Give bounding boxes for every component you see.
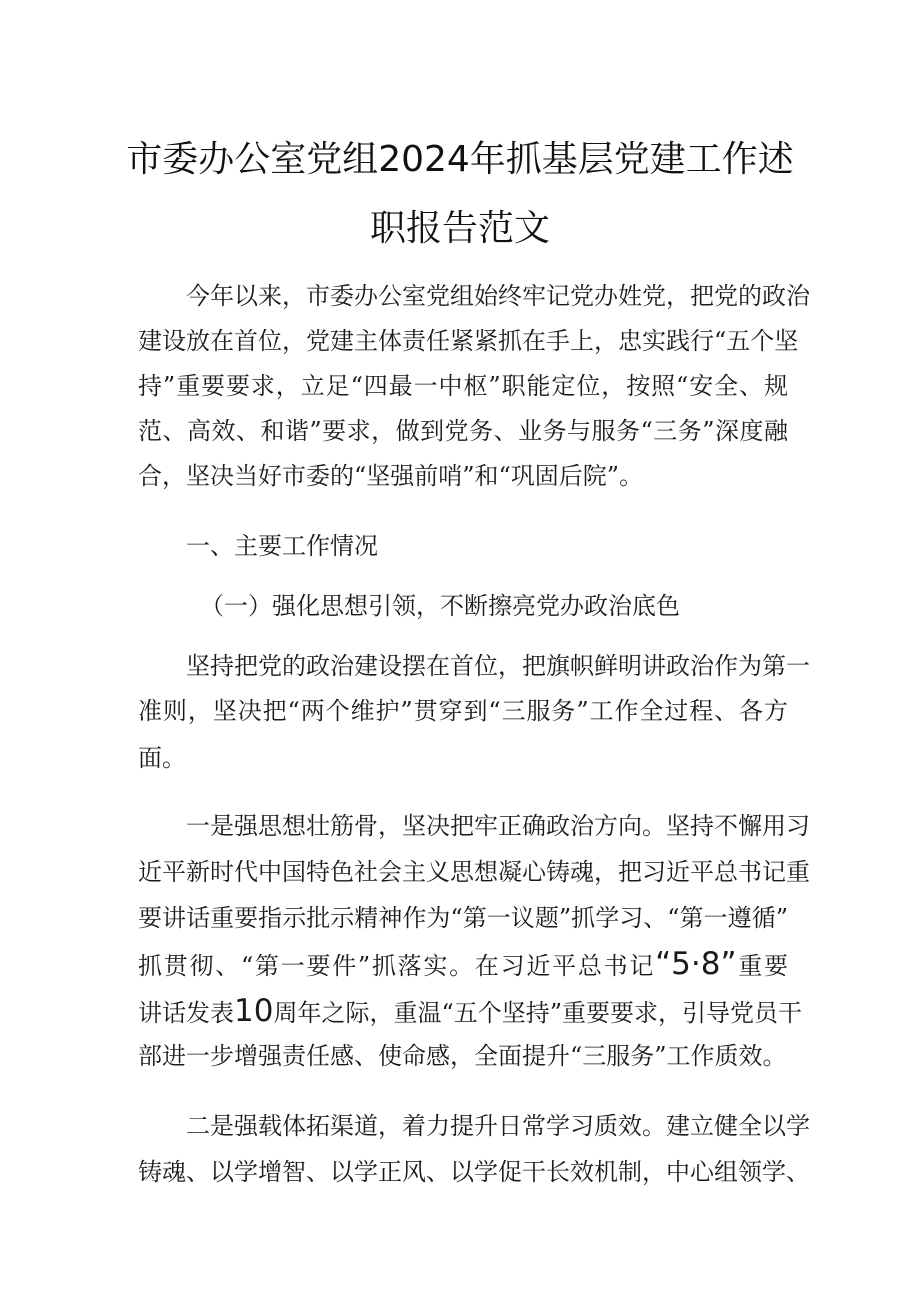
para1-line-1: 坚持把党的政治建设摆在首位，把旗帜鲜明讲政治作为第一 xyxy=(186,652,810,680)
para2-line-4 xyxy=(138,946,788,982)
para2-line-5-text-b: 周年之际，重温“五个坚持”重要要求，引导党员干 xyxy=(273,999,802,1027)
para3-line-2: 铸魂、以学增智、以学正风、以学促干长效机制，中心组领学、 xyxy=(138,1158,810,1186)
para2-line-3: 要讲话重要指示批示精神作为“第一议题”抓学习、“第一遵循” xyxy=(138,904,788,932)
intro-line-1: 今年以来，市委办公室党组始终牢记党办姓党，把党的政治 xyxy=(186,282,810,310)
intro-line-3: 持”重要要求，立足“四最一中枢”职能定位，按照“安全、规 xyxy=(138,372,788,400)
document-title-line-1: 市委办公室党组2024年抓基层党建工作述 xyxy=(126,139,794,180)
intro-line-5: 合，坚决当好市委的“坚强前哨”和“巩固后院”。 xyxy=(138,462,644,490)
date-highlight: “5·8” xyxy=(655,946,737,982)
para2-line-1: 一是强思想壮筋骨，坚决把牢正确政治方向。坚持不懈用习 xyxy=(186,812,810,840)
para2-line-4-text-b: 重要 xyxy=(736,952,788,980)
para2-line-6: 部进一步增强责任感、使命感，全面提升“三服务”工作质效。 xyxy=(138,1042,787,1070)
para3-line-1: 二是强载体拓渠道，着力提升日常学习质效。建立健全以学 xyxy=(186,1112,810,1140)
para2-line-4-text-a: 抓贯彻、“第一要件”抓落实。在习近平总书记 xyxy=(138,952,656,980)
para1-line-3: 面。 xyxy=(138,744,186,772)
para1-line-2: 准则，坚决把“两个维护”贯穿到“三服务”工作全过程、各方 xyxy=(138,697,788,725)
intro-line-2: 建设放在首位，党建主体责任紧紧抓在手上，忠实践行“五个坚 xyxy=(138,327,799,355)
para2-line-5 xyxy=(138,993,802,1029)
para2-line-2: 近平新时代中国特色社会主义思想凝心铸魂，把习近平总书记重 xyxy=(138,858,810,886)
anniversary-number: 10 xyxy=(234,993,274,1029)
intro-line-4: 范、高效、和谐”要求，做到党务、业务与服务“三务”深度融 xyxy=(138,417,788,445)
subsection-heading: （一）强化思想引领，不断擦亮党办政治底色 xyxy=(200,592,680,620)
para2-line-5-text-a: 讲话发表 xyxy=(138,999,234,1027)
document-title-line-2: 职报告范文 xyxy=(369,208,550,249)
section-heading: 一、主要工作情况 xyxy=(186,532,378,560)
